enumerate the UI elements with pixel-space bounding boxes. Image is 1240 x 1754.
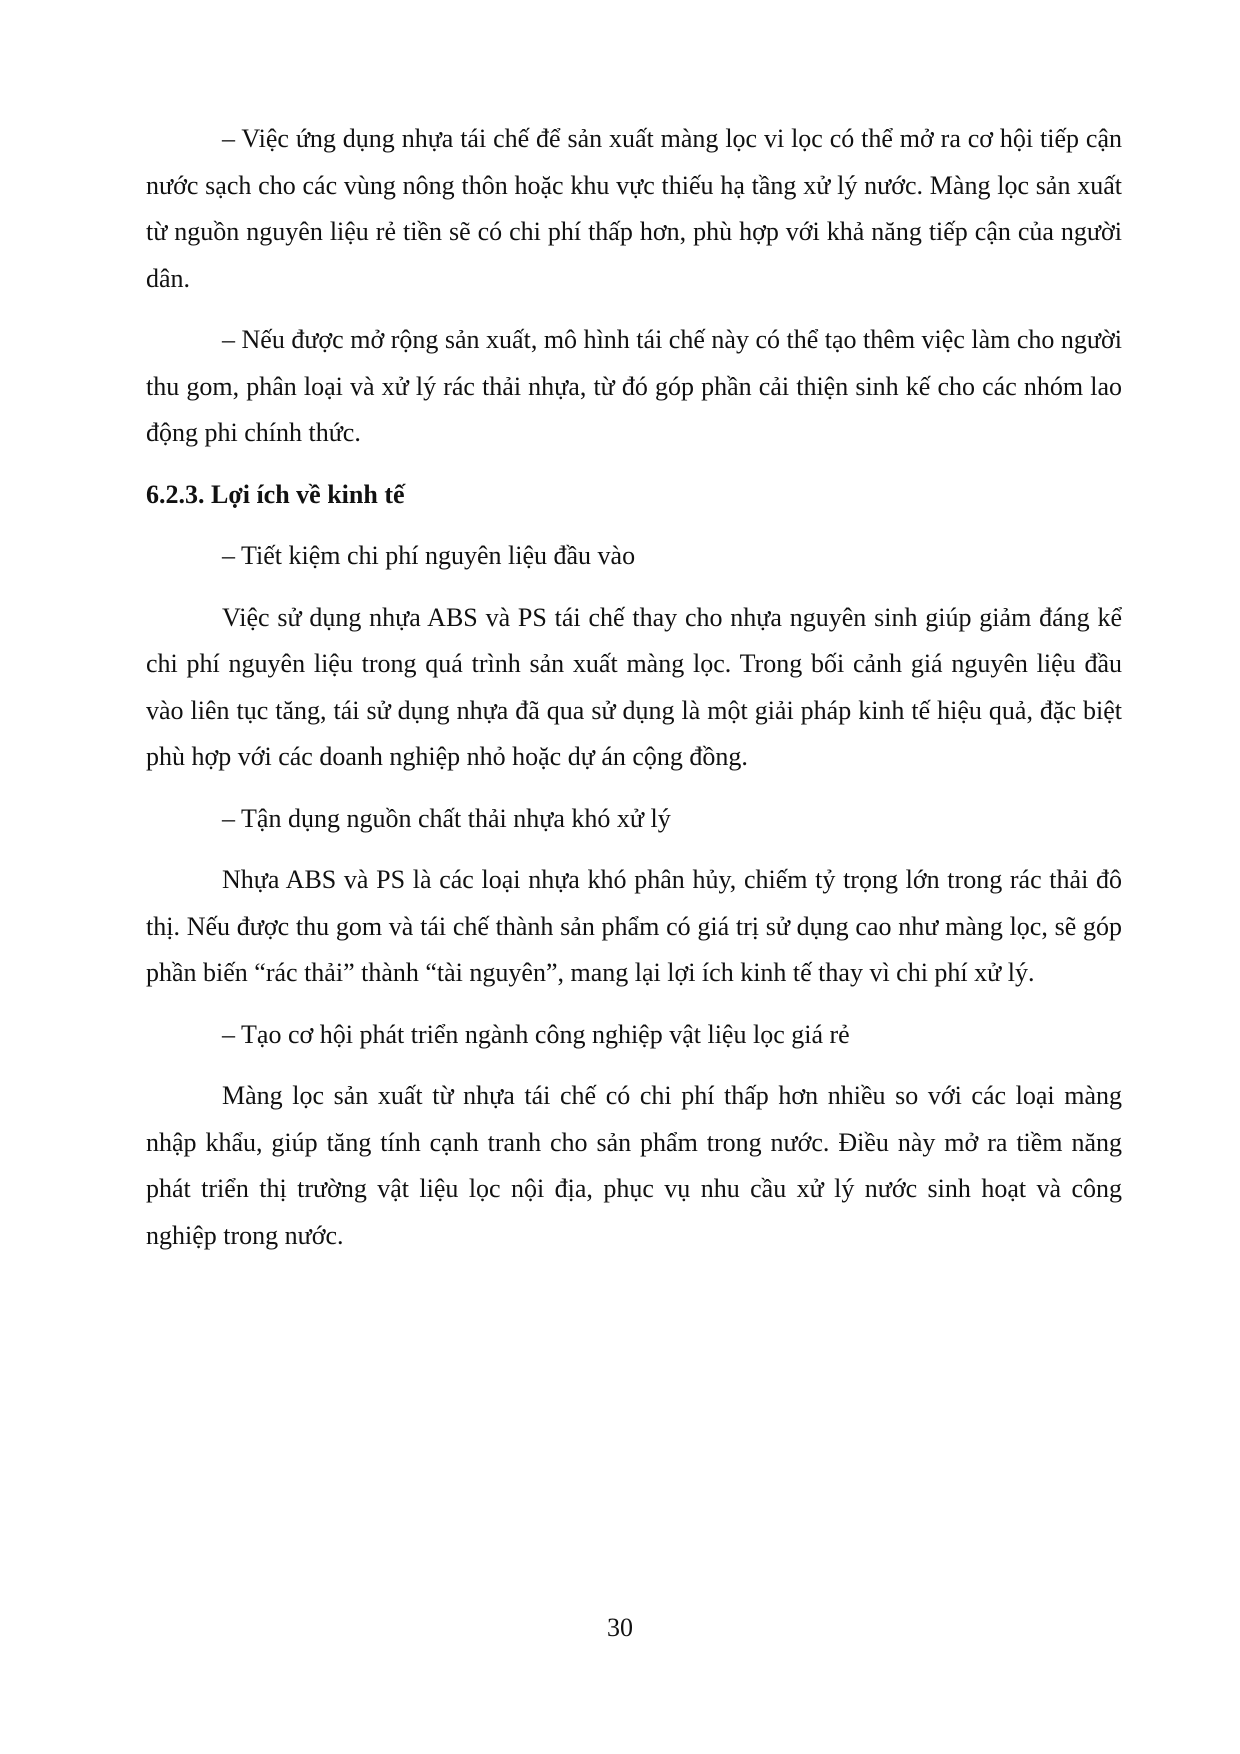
bullet-use-plastic-waste: – Tận dụng nguồn chất thải nhựa khó xử lý [222, 803, 671, 833]
paragraph-filter-industry: Màng lọc sản xuất từ nhựa tái chế có chi phí thấp hơn nhiều so với các loại màng nhập khẩu, giúp tăng tính cạnh tranh cho sản phẩm trong nước. Điều này mở ra tiềm năng phát triển thị trường vật liệu lọc nội địa, phục vụ nhu cầu xử lý nước sinh hoạt và công nghiệp trong nước. [146, 1081, 1122, 1250]
bullet-save-material-cost: – Tiết kiệm chi phí nguyên liệu đầu vào [222, 541, 636, 570]
page-number: 30 [607, 1613, 633, 1642]
bullet-cheap-filter-industry: – Tạo cơ hội phát triển ngành công nghiệp vật liệu lọc giá rẻ [222, 1019, 850, 1049]
paragraph-clean-water-access: – Việc ứng dụng nhựa tái chế để sản xuất màng lọc vi lọc có thể mở ra cơ hội tiếp cận nước sạch cho các vùng nông thôn hoặc khu vực thiếu hạ tầng xử lý nước. Màng lọc sản xuất từ nguồn nguyên liệu rẻ tiền sẽ có chi phí thấp hơn, phù hợp với khả năng tiếp cận của người dân. [146, 124, 1122, 293]
paragraph-material-cost: Việc sử dụng nhựa ABS và PS tái chế thay cho nhựa nguyên sinh giúp giảm đáng kể chi phí nguyên liệu trong quá trình sản xuất màng lọc. Trong bối cảnh giá nguyên liệu đầu vào liên tục tăng, tái sử dụng nhựa đã qua sử dụng là một giải pháp kinh tế hiệu quả, đặc biệt phù hợp với các doanh nghiệp nhỏ hoặc dự án cộng đồng. [146, 602, 1122, 771]
paragraph-job-creation: – Nếu được mở rộng sản xuất, mô hình tái chế này có thể tạo thêm việc làm cho người thu gom, phân loại và xử lý rác thải nhựa, từ đó góp phần cải thiện sinh kế cho các nhóm lao động phi chính thức. [146, 325, 1122, 447]
paragraph-plastic-waste: Nhựa ABS và PS là các loại nhựa khó phân hủy, chiếm tỷ trọng lớn trong rác thải đô thị. Nếu được thu gom và tái chế thành sản phẩm có giá trị sử dụng cao như màng lọc, sẽ góp phần biến “rác thải” thành “tài nguyên”, mang lại lợi ích kinh tế thay vì chi phí xử lý. [146, 865, 1122, 987]
section-heading-economic-benefits: 6.2.3. Lợi ích về kinh tế [146, 479, 405, 509]
document-body [146, 116, 1122, 1274]
